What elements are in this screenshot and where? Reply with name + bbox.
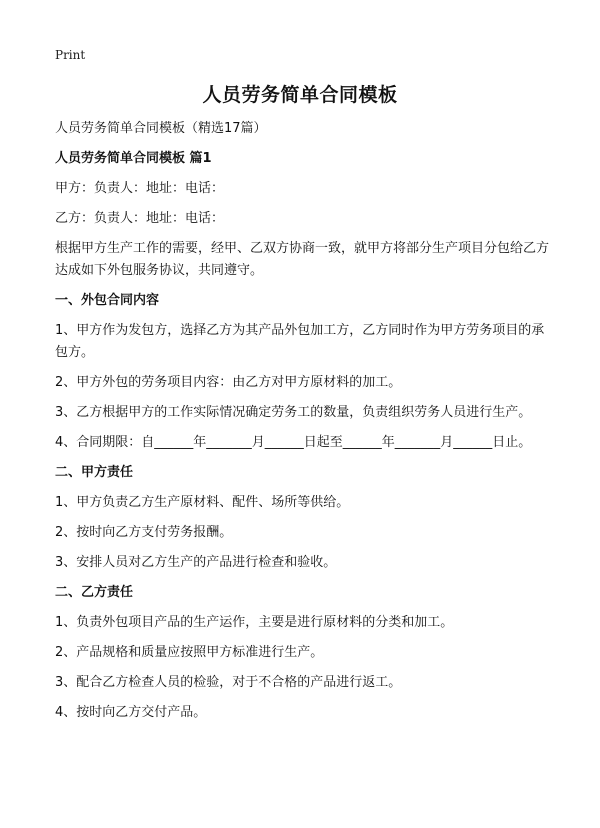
party-b-line: 乙方：负责人：地址：电话：	[55, 211, 225, 226]
list-item: 2、按时向乙方支付劳务报酬。	[55, 525, 233, 540]
list-item: 4、合同期限：自______年_______月______日起至______年_______月______日止。	[55, 435, 532, 450]
document-heading: 人员劳务简单合同模板 篇1	[55, 151, 212, 166]
list-item: 3、乙方根据甲方的工作实际情况确定劳务工的数量，负责组织劳务人员进行生产。	[55, 405, 532, 420]
list-item: 4、按时向乙方交付产品。	[55, 705, 207, 720]
list-item: 2、甲方外包的劳务项目内容：由乙方对甲方原材料的加工。	[55, 375, 402, 390]
intro-paragraph: 根据甲方生产工作的需要，经甲、乙双方协商一致，就甲方将部分生产项目分包给乙方达成如下外包服务协议，共同遵守。	[55, 241, 550, 278]
section-title-contract-content: 一、外包合同内容	[55, 293, 160, 308]
list-item: 2、产品规格和质量应按照甲方标准进行生产。	[55, 645, 324, 660]
list-item: 3、配合乙方检查人员的检验，对于不合格的产品进行返工。	[55, 675, 402, 690]
list-item: 3、安排人员对乙方生产的产品进行检查和验收。	[55, 555, 337, 570]
document-subtitle: 人员劳务简单合同模板（精选17篇）	[55, 121, 267, 136]
party-a-line: 甲方：负责人：地址：电话：	[55, 181, 225, 196]
section-title-party-b-duties: 二、乙方责任	[55, 585, 134, 600]
document-body	[55, 118, 555, 732]
section-title-party-a-duties: 二、甲方责任	[55, 465, 134, 480]
page-title: 人员劳务简单合同模板	[202, 84, 398, 106]
list-item: 1、负责外包项目产品的生产运作，主要是进行原材料的分类和加工。	[55, 615, 454, 630]
list-item: 1、甲方负责乙方生产原材料、配件、场所等供给。	[55, 495, 350, 510]
print-link[interactable]: Print	[55, 48, 86, 62]
list-item: 1、甲方作为发包方，选择乙方为其产品外包加工方，乙方同时作为甲方劳务项目的承包方。	[55, 323, 545, 360]
